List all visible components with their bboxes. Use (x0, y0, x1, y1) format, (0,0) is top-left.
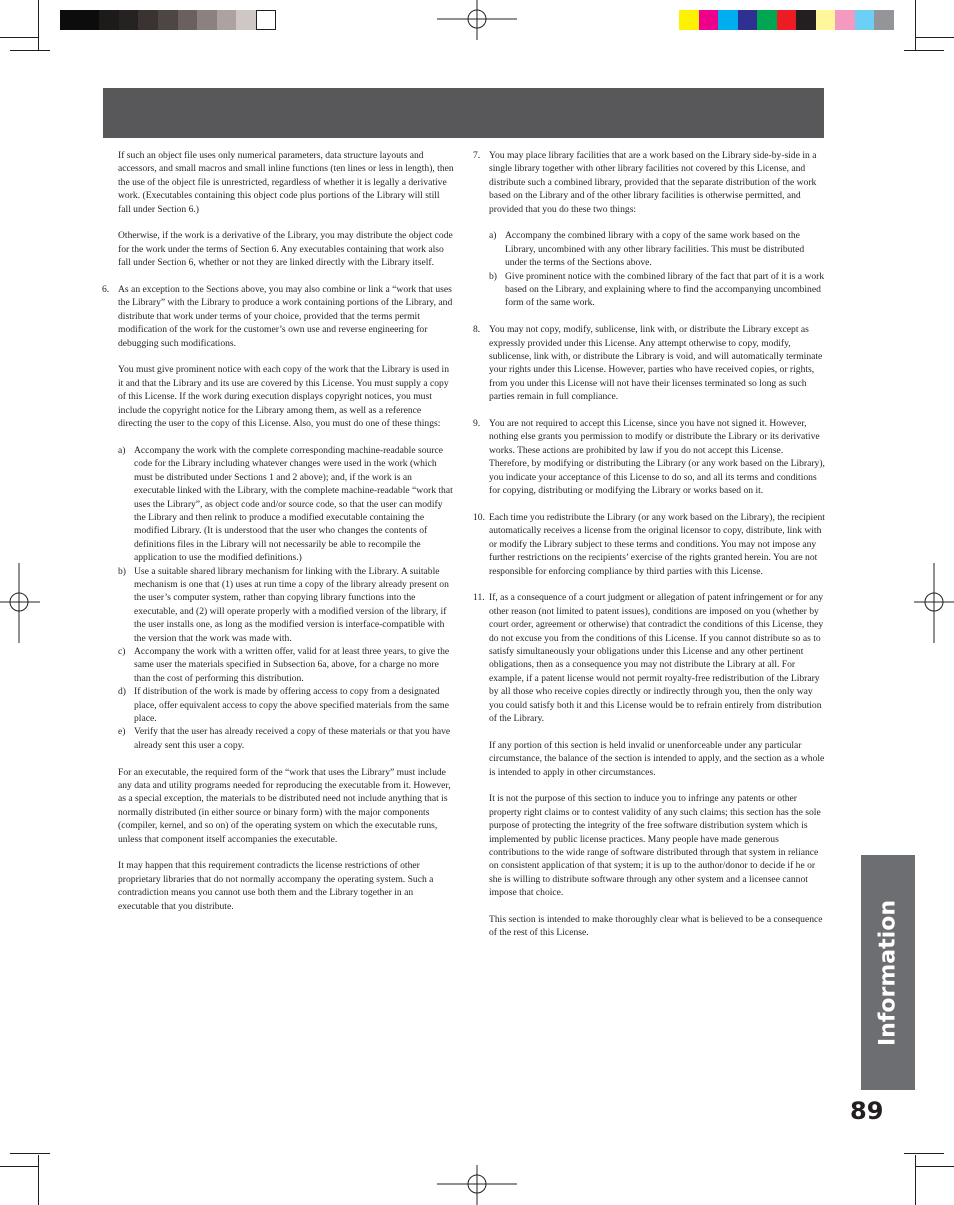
list-item-9 (473, 417, 825, 497)
color-swatch (777, 10, 797, 30)
item-text: If, as a consequence of a court judgment or allegation of patent infringement or for any other reason (not limited to patent issues), conditions are imposed on you (whether by court order, agreement or otherwise) that contradict the conditions of this License, they do not excuse you from the conditions of this License. If you cannot distribute so as to satisfy simultaneously your obligations under this License and any other pertinent obligations, then as a consequence you may not distribute the Library at all. For example, if a patent license would not permit royalty-free redistribution of the Library by all those who receive copies directly or indirectly through you, then the only way you could satisfy both it and this License would be to refrain entirely from distribution of the Library. (489, 592, 824, 724)
item-letter: b) (118, 565, 126, 577)
color-swatch (236, 10, 256, 30)
color-swatch (138, 10, 158, 30)
item-number: 11. (473, 592, 485, 604)
invalid-portion-paragraph: If any portion of this section is held invalid or unenforceable under any particular circumstance, the balance of the section is intended to apply, and the section as a whole is intended to apply in other circumstances. (489, 739, 825, 778)
item-number: 10. (473, 511, 485, 523)
color-swatch (679, 10, 699, 30)
registration-target-left (0, 563, 40, 643)
color-swatch (80, 10, 100, 30)
item-number: 9. (473, 418, 481, 430)
item-text: Accompany the work with a written offer, valid for at least three years, to give the same user the materials specified in Subsection 6a, above, for a charge no more than the cost of performing this distribution. (134, 645, 450, 684)
item-letter: d) (118, 686, 126, 698)
color-swatch (757, 10, 777, 30)
color-swatch (178, 10, 198, 30)
color-swatch (256, 10, 276, 30)
color-swatch (197, 10, 217, 30)
derivative-work-paragraph: Otherwise, if the work is a derivative of the Library, you may distribute the object code for the work under the terms of Section 6. Any executables containing that work also fall under Section 6, whether or not they are linked directly with the Library itself. (118, 230, 453, 269)
color-swatch (217, 10, 237, 30)
list-item-7 (473, 149, 825, 216)
list-item-7a (473, 229, 825, 269)
item-number: 7. (473, 150, 481, 161)
registration-target-top (437, 0, 517, 40)
item-letter: b) (489, 270, 497, 282)
item-number: 8. (473, 324, 481, 336)
list-item-6b (102, 565, 454, 645)
item-number: 6. (102, 284, 110, 296)
color-swatch (874, 10, 894, 30)
color-swatch (699, 10, 719, 30)
section-header-band (103, 88, 824, 138)
item-text: Use a suitable shared library mechanism for linking with the Library. A suitable mechanism is one that (1) uses at run time a copy of the library already present on the user’s computer system, rather than copying library functions into the executable, and (2) will operate properly with a modified version of the library, if the user installs one, as long as the modified version is interface-compatible with the version that the work was made with. (134, 565, 449, 644)
item-text: As an exception to the Sections above, you may also combine or link a “work that uses the Library” with the Library to produce a work containing portions of the Library, and distribute that work under terms of your choice, provided that the terms permit modification of the work for the customer’s own use and reverse engineering for debugging such modifications. (118, 284, 453, 349)
item-text: You may not copy, modify, sublicense, link with, or distribute the Library except as expressly provided under this License. Any attempt otherwise to copy, modify, sublicense, link with, or distribute the Library is void, and will automatically terminate your rights under this License. However, parties who have received copies, or rights, from you under this License will not have their licenses terminated so long as such parties remain in full compliance. (489, 324, 823, 403)
color-swatch (835, 10, 855, 30)
list-item-6a (102, 444, 454, 565)
item-text: Verify that the user has already received a copy of these materials or that you have already sent this user a copy. (134, 726, 451, 751)
list-item-7b (473, 270, 825, 310)
clarification-paragraph: This section is intended to make thoroughly clear what is believed to be a consequence of the rest of this License. (489, 914, 823, 939)
prominent-notice-paragraph: You must give prominent notice with each copy of the work that the Library is used in it and that the Library and its use are covered by this License. You must supply a copy of this License. If the work during execution displays copyright notices, you must include the copyright notice for the Library among them, as well as a reference directing the user to the copy of this License. Also, you must do one of these things: (118, 364, 450, 430)
item-letter: a) (118, 444, 126, 456)
item-letter: c) (118, 645, 126, 657)
list-item-6c (102, 645, 454, 685)
executable-form-paragraph: For an executable, the required form of the “work that uses the Library” must include any data and utility programs needed for reproducing the executable from it. However, as a special exception, the materials to be distributed need not include anything that is normally distributed (in either source or binary form) with the major components (compiler, kernel, and so on) of the operating system on which the executable runs, unless that component itself accompanies the executable. (118, 766, 451, 845)
color-swatch (855, 10, 875, 30)
color-swatch (816, 10, 836, 30)
object-file-paragraph: If such an object file uses only numerical parameters, data structure layouts and accessors, and small macros and small inline functions (ten lines or less in length), then the use of the object file is unrestricted, regardless of whether it is legally a derivative work. (Executables containing this object code plus portions of the Library will still fall under Section 6.) (118, 150, 454, 215)
list-item-11 (473, 591, 825, 725)
color-swatch (796, 10, 816, 30)
item-text: You are not required to accept this License, since you have not signed it. However, nothing else grants you permission to modify or distribute the Library or its derivative works. These actions are prohibited by law if you do not accept this License. Therefore, by modifying or distributing the Library (or any work based on the Library), you indicate your acceptance of this License to do so, and all its terms and conditions for copying, distributing or modifying the Library or works based on it. (489, 418, 825, 497)
list-item-6 (102, 283, 454, 350)
color-swatch (119, 10, 139, 30)
color-swatch (738, 10, 758, 30)
left-column (102, 149, 454, 913)
page-number: 89 (850, 1097, 884, 1125)
item-letter: a) (489, 230, 497, 242)
color-swatch (60, 10, 80, 30)
list-item-6d (102, 685, 454, 725)
right-column (473, 149, 825, 940)
item-text: Accompany the work with the complete corresponding machine-readable source code for the Library including whatever changes were used in the work (which must be distributed under Sections 1 and 2 above); and, if the work is an executable linked with the Library, with the complete machine-readable “work that uses the Library”, as object code and/or source code, so that the user can modify the Library and then relink to produce a modified executable containing the modified Library. (It is understood that the user who changes the contents of definitions files in the Library will not necessarily be able to recompile the application to use the modified definitions.) (134, 444, 453, 564)
color-swatch (99, 10, 119, 30)
item-text: You may place library facilities that are a work based on the Library side-by-side in a single library together with other library facilities not covered by this License, and distribute such a combined library, provided that the separate distribution of the work based on the Library and of the other library facilities is otherwise permitted, and provided that you do these two things: (489, 150, 817, 215)
item-letter: e) (118, 726, 126, 738)
registration-target-bottom (437, 1165, 517, 1205)
side-tab-label: Information (875, 899, 901, 1046)
color-swatch (158, 10, 178, 30)
list-item-10 (473, 511, 825, 578)
item-text: Accompany the combined library with a copy of the same work based on the Library, uncombined with any other library facilities. This must be distributed under the terms of the Sections above. (505, 230, 805, 269)
item-text: Give prominent notice with the combined library of the fact that part of it is a work based on the Library, and explaining where to find the accompanying uncombined form of the same work. (505, 270, 825, 309)
list-item-8 (473, 323, 825, 403)
item-text: Each time you redistribute the Library (or any work based on the Library), the recipient automatically receives a license from the original licensor to copy, distribute, link with or modify the Library subject to these terms and conditions. You may not impose any further restrictions on the recipients’ exercise of the rights granted herein. You are not responsible for enforcing compliance by third parties with this License. (489, 511, 825, 577)
contradiction-paragraph: It may happen that this requirement contradicts the license restrictions of other proprietary libraries that do not normally accompany the operating system. Such a contradiction means you cannot use both them and the Library together in an executable that you distribute. (118, 860, 434, 912)
color-swatch (718, 10, 738, 30)
list-item-6e (102, 725, 454, 752)
registration-target-right (914, 563, 954, 643)
information-side-tab (861, 855, 915, 1090)
purpose-paragraph: It is not the purpose of this section to induce you to infringe any patents or other property right claims or to contest validity of any such claims; this section has the sole purpose of protecting the integrity of the free software distribution system which is implemented by public license practices. Many people have made generous contributions to the wide range of software distributed through that system in reliance on consistent application of that system; it is up to the author/donor to decide if he or she is willing to distribute software through any other system and a licensee cannot impose that choice. (489, 793, 821, 899)
item-text: If distribution of the work is made by offering access to copy from a designated place, offer equivalent access to copy the above specified materials from the same place. (134, 686, 449, 724)
